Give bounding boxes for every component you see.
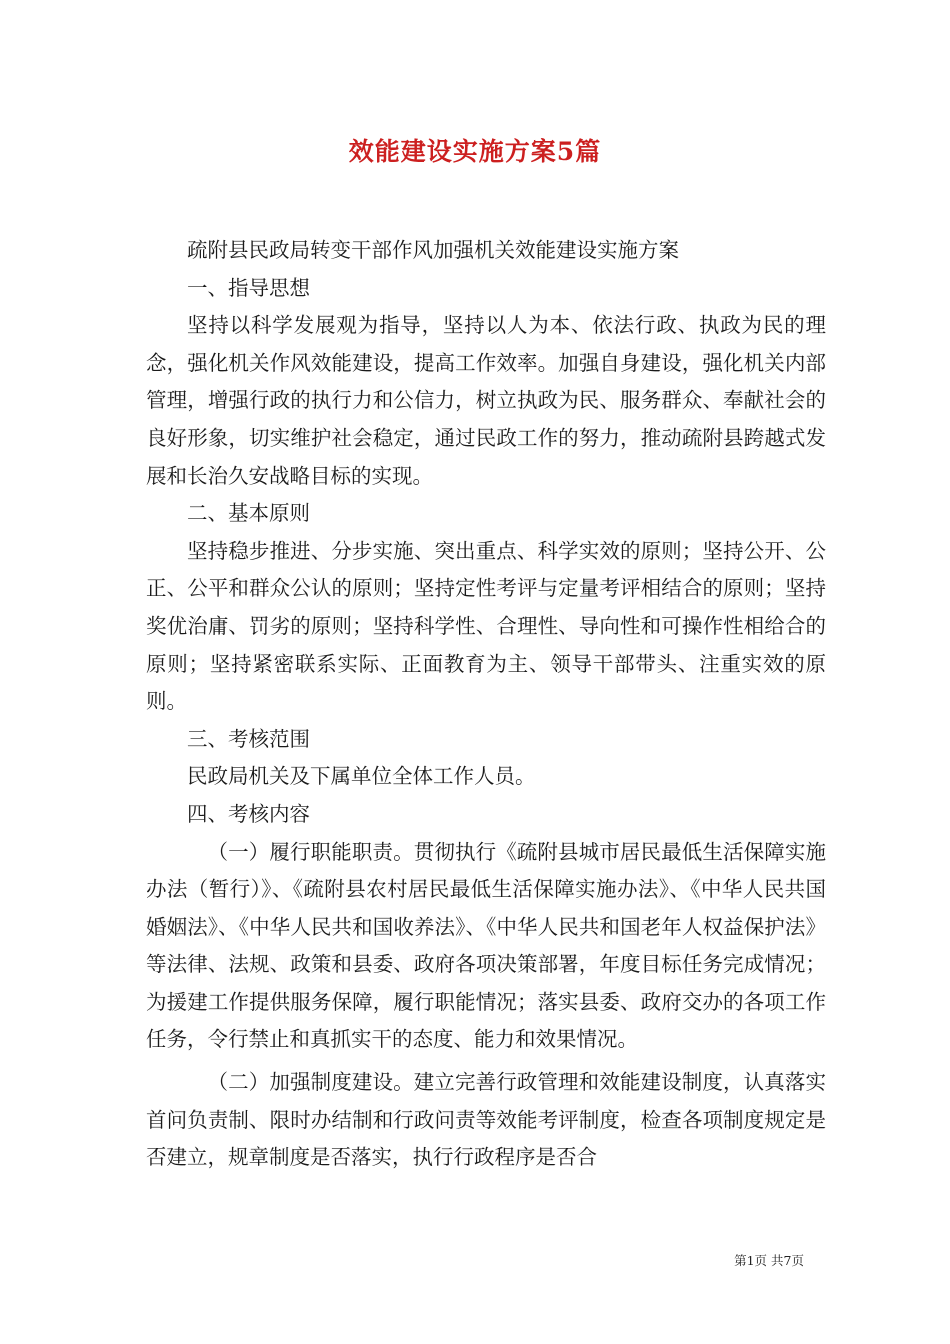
section-heading-assessment-scope: 三、考核范围 <box>187 726 310 751</box>
section-heading-assessment-content: 四、考核内容 <box>187 801 310 826</box>
section-heading-basic-principles: 二、基本原则 <box>187 501 310 526</box>
paragraph-guiding-thought: 坚持以科学发展观为指导，坚持以人为本、依法行政、执政为民的理念，强化机关作风效能建设，提高工作效率。加强自身建设，强化机关内部管理，增强行政的执行力和公信力，树立执政为民、服务群众、奉献社会的良好形象，切实维护社会稳定，通过民政工作的努力，推动疏附县跨越式发展和长治久安战略目标的实现。 <box>146 313 826 488</box>
document-title: 效能建设实施方案5篇 <box>348 137 602 166</box>
paragraph-system-building: （二）加强制度建设。建立完善行政管理和效能建设制度，认真落实首问负责制、限时办结制和行政问责等效能考评制度，检查各项制度规定是否建立，规章制度是否落实，执行行政程序是否合 <box>146 1070 826 1170</box>
document-subtitle: 疏附县民政局转变干部作风加强机关效能建设实施方案 <box>187 238 679 262</box>
page-number-footer: 第1页 共7页 <box>734 1253 804 1268</box>
document-body <box>146 232 826 1177</box>
paragraph-duty-performance: （一）履行职能职责。贯彻执行《疏附县城市居民最低生活保障实施办法（暂行）》、《疏附县农村居民最低生活保障实施办法》、《中华人民共国婚姻法》、《中华人民共和国收养法》、《中华人民共和国老年人权益保护法》等法律、法规、政策和县委、政府各项决策部署，年度目标任务完成情况；为援建工作提供服务保障，履行职能情况；落实县委、政府交办的各项工作任务，令行禁止和真抓实干的态度、能力和效果情况。 <box>146 839 826 1052</box>
section-heading-guiding-thought: 一、指导思想 <box>187 275 310 300</box>
paragraph-basic-principles: 坚持稳步推进、分步实施、突出重点、科学实效的原则；坚持公开、公正、公平和群众公认的原则；坚持定性考评与定量考评相结合的原则；坚持奖优治庸、罚劣的原则；坚持科学性、合理性、导向性和可操作性相给合的原则；坚持紧密联系实际、正面教育为主、领导干部带头、注重实效的原则。 <box>146 538 826 714</box>
paragraph-assessment-scope: 民政局机关及下属单位全体工作人员。 <box>187 764 536 789</box>
